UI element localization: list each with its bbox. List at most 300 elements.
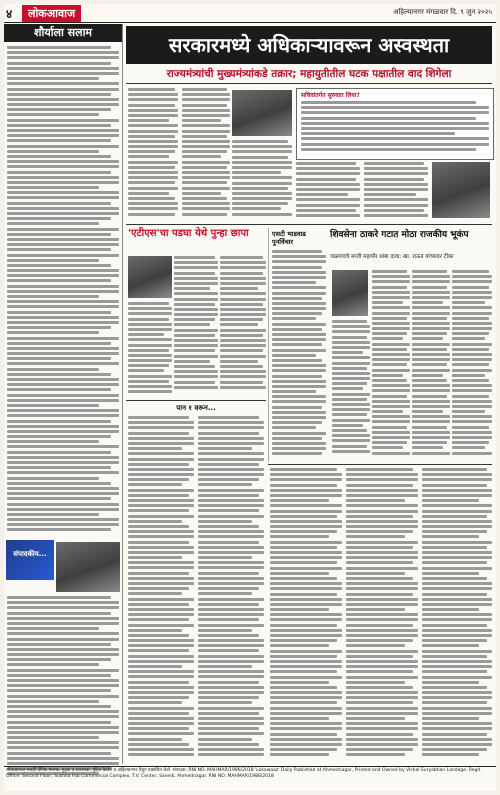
text-line: [452, 332, 489, 335]
text-line: [174, 334, 215, 337]
text-line: [346, 494, 418, 497]
text-line: [422, 520, 492, 523]
text-line: [7, 347, 119, 350]
text-line: [128, 192, 169, 195]
text-line: [198, 738, 252, 741]
text-line: [7, 181, 119, 184]
text-line: [422, 478, 492, 481]
text-line: [332, 387, 363, 390]
text-line: [346, 499, 405, 502]
ats-body-1: [174, 256, 218, 396]
text-line: [128, 318, 169, 321]
text-line: [270, 541, 342, 544]
text-line: [422, 525, 492, 528]
boxed-story: [296, 88, 494, 160]
text-line: [220, 375, 266, 378]
text-line: [7, 425, 119, 428]
text-line: [128, 603, 189, 606]
text-line: [412, 436, 450, 439]
text-line: [7, 409, 119, 412]
text-line: [422, 473, 492, 476]
text-line: [372, 374, 403, 377]
text-line: [346, 676, 418, 679]
text-line: [270, 561, 337, 564]
text-line: [128, 452, 194, 455]
text-line: [412, 400, 450, 403]
text-line: [372, 296, 410, 299]
text-line: [346, 473, 418, 476]
shivsena-subheadline: जळगांवचे माजी महापौर थांबा दावा; खा. राऊत यांच्यावर टीका: [330, 254, 454, 260]
text-line: [270, 525, 342, 528]
text-line: [452, 306, 492, 309]
text-line: [452, 291, 492, 294]
text-line: [7, 228, 119, 231]
text-line: [198, 753, 264, 756]
text-line: [128, 104, 175, 107]
text-line: [220, 266, 266, 269]
text-line: [270, 494, 342, 497]
text-line: [7, 264, 111, 267]
text-line: [422, 686, 487, 689]
text-line: [182, 213, 227, 216]
text-line: [198, 426, 264, 429]
text-line: [182, 135, 227, 138]
text-line: [198, 473, 264, 476]
text-line: [422, 753, 479, 756]
text-line: [7, 259, 99, 262]
text-line: [128, 187, 178, 190]
text-line: [220, 355, 266, 358]
text-line: [332, 320, 367, 323]
text-line: [272, 307, 326, 310]
text-line: [301, 127, 489, 130]
text-line: [332, 424, 363, 427]
text-line: [128, 639, 194, 642]
text-line: [270, 738, 342, 741]
text-line: [220, 313, 266, 316]
text-line: [372, 415, 410, 418]
text-line: [7, 492, 119, 495]
divider: [126, 400, 266, 401]
masthead-logo: लोकआवाज: [22, 5, 81, 22]
text-line: [332, 351, 363, 354]
text-line: [372, 395, 407, 398]
text-line: [422, 551, 492, 554]
text-line: [128, 546, 194, 549]
text-line: [198, 629, 252, 632]
text-line: [7, 663, 99, 666]
ats-body-2: [220, 256, 266, 396]
text-line: [7, 394, 119, 397]
text-line: [7, 238, 119, 241]
text-line: [182, 166, 227, 169]
text-line: [422, 489, 492, 492]
text-line: [128, 738, 182, 741]
text-line: [270, 577, 337, 580]
divider: [268, 464, 492, 465]
text-line: [270, 634, 342, 637]
lead-body-col5: [364, 162, 428, 220]
text-line: [174, 344, 218, 347]
text-line: [198, 644, 264, 647]
text-line: [346, 748, 413, 751]
text-line: [412, 343, 450, 346]
text-line: [220, 381, 263, 384]
text-line: [372, 348, 407, 351]
text-line: [270, 644, 329, 647]
editorial-column: [4, 24, 123, 764]
text-line: [7, 243, 119, 246]
text-line: [272, 447, 326, 450]
text-line: [7, 689, 111, 692]
ats-body-0: [128, 302, 172, 396]
text-line: [272, 411, 326, 414]
text-line: [422, 598, 492, 601]
text-line: [198, 442, 264, 445]
text-line: [452, 374, 485, 377]
text-line: [182, 93, 230, 96]
text-line: [452, 301, 485, 304]
text-line: [198, 639, 264, 642]
shivsena-body-3: [452, 270, 492, 460]
text-line: [332, 408, 370, 411]
text-line: [452, 436, 492, 439]
text-line: [7, 82, 119, 85]
text-line: [272, 343, 322, 346]
text-line: [198, 566, 264, 569]
text-line: [174, 370, 218, 373]
text-line: [7, 736, 99, 739]
text-line: [198, 416, 259, 419]
text-line: [372, 353, 410, 356]
text-line: [452, 431, 492, 434]
editorial-body: [7, 46, 119, 536]
text-line: [412, 415, 450, 418]
text-line: [270, 665, 342, 668]
text-line: [174, 349, 215, 352]
text-line: [128, 447, 182, 450]
text-line: [128, 655, 194, 658]
text-line: [7, 150, 99, 153]
text-line: [270, 530, 337, 533]
text-line: [7, 471, 119, 474]
text-line: [272, 395, 326, 398]
text-line: [174, 375, 218, 378]
text-line: [198, 577, 264, 580]
text-line: [198, 691, 264, 694]
text-line: [372, 363, 407, 366]
text-line: [128, 665, 182, 668]
text-line: [128, 328, 172, 331]
text-line: [182, 119, 221, 122]
text-line: [270, 546, 337, 549]
text-line: [422, 670, 487, 673]
text-line: [332, 403, 370, 406]
text-line: [422, 499, 479, 502]
text-line: [198, 520, 252, 523]
text-line: [232, 197, 292, 200]
text-line: [270, 510, 342, 513]
text-line: [422, 655, 487, 658]
st-fare-headline: एसटी भाडवाढ पुनर्विचार: [272, 230, 306, 246]
text-line: [270, 660, 342, 663]
text-line: [128, 119, 169, 122]
text-line: [198, 561, 264, 564]
text-line: [372, 384, 410, 387]
text-line: [7, 638, 119, 641]
text-line: [452, 296, 492, 299]
text-line: [412, 405, 450, 408]
text-line: [346, 510, 418, 513]
text-line: [198, 478, 259, 481]
text-line: [270, 629, 342, 632]
text-line: [7, 212, 119, 215]
text-line: [346, 738, 418, 741]
text-line: [346, 541, 418, 544]
text-line: [220, 323, 258, 326]
text-line: [452, 312, 492, 315]
text-line: [220, 329, 266, 332]
text-line: [452, 426, 489, 429]
text-line: [7, 134, 119, 137]
text-line: [346, 608, 405, 611]
text-line: [128, 691, 194, 694]
text-line: [372, 389, 410, 392]
text-line: [7, 653, 119, 656]
text-line: [272, 312, 322, 315]
text-line: [198, 634, 259, 637]
text-line: [128, 140, 178, 143]
text-line: [272, 328, 322, 331]
boxed-story-body: [301, 101, 489, 155]
text-line: [296, 178, 356, 181]
text-line: [412, 275, 450, 278]
text-line: [364, 188, 428, 191]
text-line: [7, 300, 119, 303]
text-line: [7, 321, 119, 324]
text-line: [7, 715, 119, 718]
text-line: [182, 155, 221, 158]
text-line: [198, 624, 264, 627]
text-line: [174, 287, 210, 290]
text-line: [270, 556, 342, 559]
text-line: [372, 332, 407, 335]
text-line: [128, 442, 194, 445]
text-line: [346, 504, 418, 507]
text-line: [272, 416, 326, 419]
text-line: [422, 546, 487, 549]
text-line: [412, 301, 443, 304]
text-line: [364, 178, 424, 181]
text-line: [372, 301, 403, 304]
text-line: [220, 344, 266, 347]
text-line: [128, 701, 182, 704]
text-line: [346, 484, 413, 487]
page-number: ४: [6, 7, 13, 21]
text-line: [270, 489, 342, 492]
text-line: [422, 494, 492, 497]
text-line: [272, 364, 326, 367]
text-line: [452, 452, 492, 455]
text-line: [7, 93, 111, 96]
text-line: [346, 691, 418, 694]
text-line: [7, 72, 119, 75]
text-line: [346, 478, 418, 481]
text-line: [128, 494, 189, 497]
text-line: [422, 515, 487, 518]
editorial-photo: [56, 542, 120, 592]
text-line: [372, 405, 410, 408]
text-line: [232, 145, 292, 148]
text-line: [128, 577, 194, 580]
text-line: [372, 420, 410, 423]
text-line: [452, 327, 492, 330]
text-line: [270, 484, 337, 487]
text-line: [198, 696, 259, 699]
text-line: [128, 150, 175, 153]
text-line: [7, 612, 111, 615]
text-line: [364, 162, 424, 165]
text-line: [346, 561, 413, 564]
text-line: [422, 743, 492, 746]
text-line: [128, 535, 194, 538]
text-line: [272, 437, 322, 440]
text-line: [346, 665, 418, 668]
text-line: [182, 140, 230, 143]
text-line: [272, 333, 326, 336]
text-line: [7, 46, 111, 49]
text-line: [128, 207, 178, 210]
text-line: [7, 679, 119, 682]
text-line: [174, 292, 218, 295]
text-line: [174, 323, 210, 326]
text-line: [232, 161, 292, 164]
text-line: [182, 181, 227, 184]
text-line: [346, 624, 413, 627]
text-line: [422, 639, 487, 642]
text-line: [270, 613, 342, 616]
text-line: [198, 681, 259, 684]
text-line: [7, 420, 111, 423]
text-line: [364, 172, 428, 175]
text-line: [128, 98, 178, 101]
text-line: [198, 421, 264, 424]
text-line: [7, 508, 119, 511]
text-line: [174, 308, 218, 311]
text-line: [270, 733, 337, 736]
text-line: [372, 452, 410, 455]
text-line: [128, 696, 189, 699]
text-line: [332, 330, 370, 333]
text-line: [220, 256, 263, 259]
text-line: [7, 399, 119, 402]
text-line: [422, 582, 492, 585]
text-line: [220, 370, 266, 373]
text-line: [346, 696, 418, 699]
text-line: [220, 318, 263, 321]
text-line: [270, 593, 337, 596]
text-line: [452, 337, 485, 340]
text-line: [270, 722, 342, 725]
text-line: [128, 161, 178, 164]
text-line: [412, 327, 450, 330]
text-line: [128, 114, 178, 117]
text-line: [128, 364, 169, 367]
text-line: [128, 349, 169, 352]
text-line: [128, 717, 194, 720]
text-line: [7, 606, 119, 609]
text-line: [128, 135, 175, 138]
text-line: [412, 322, 450, 325]
text-line: [270, 572, 329, 575]
text-line: [7, 632, 119, 635]
text-line: [296, 193, 348, 196]
text-line: [198, 603, 259, 606]
text-line: [452, 280, 492, 283]
text-line: [198, 489, 264, 492]
text-line: [7, 648, 119, 651]
text-line: [128, 380, 169, 383]
text-line: [198, 525, 259, 528]
text-line: [7, 129, 119, 132]
text-line: [422, 572, 479, 575]
text-line: [198, 494, 259, 497]
text-line: [198, 546, 264, 549]
text-line: [270, 691, 342, 694]
text-line: [364, 214, 428, 217]
text-line: [452, 363, 489, 366]
text-line: [412, 358, 450, 361]
text-line: [220, 339, 266, 342]
text-line: [7, 352, 119, 355]
text-line: [128, 468, 194, 471]
text-line: [346, 603, 418, 606]
lead-subheadline: राज्यमंत्र्यांची मुख्यमंत्र्यांकडे तक्रार; महायुतीतील घटक पक्षातील वाद शिगेला: [166, 68, 452, 80]
text-line: [332, 382, 367, 385]
text-line: [174, 386, 218, 389]
text-line: [301, 137, 489, 140]
text-line: [7, 445, 119, 448]
text-line: [7, 721, 111, 724]
text-line: [272, 292, 326, 295]
text-line: [198, 655, 264, 658]
text-line: [7, 342, 111, 345]
text-line: [296, 172, 360, 175]
text-line: [346, 520, 418, 523]
boxed-story-title: सचिवांतर्गत सुरुवात लिया?: [301, 92, 360, 99]
text-line: [7, 357, 111, 360]
text-line: [270, 743, 342, 746]
text-line: [301, 111, 489, 114]
text-line: [422, 530, 487, 533]
text-line: [372, 358, 410, 361]
text-line: [7, 627, 99, 630]
text-line: [412, 384, 450, 387]
text-line: [346, 598, 418, 601]
text-line: [270, 608, 329, 611]
text-line: [372, 369, 410, 372]
imprint-footer: लोकआवाज मराठी दैनिक मालक, मुद्रक व प्रकाशक: मुद्रित केलेले व अहिल्यानगर येथून प्रकाशित केले. संपादक: RNI NO. MAHMAR/1986/2018 'Lokawaaz' Daily Published at Ahmednagar, Printed and Owned by Vishal Suryabhan Landage. Regd. Office: Second Floor, Sushila Fob Commercial Complex, T.V. Center, Savedi, Ahmednagar. RNI NO. MAHMAR/1986/2018: [4, 766, 496, 791]
text-line: [198, 468, 264, 471]
text-line: [422, 535, 479, 538]
text-line: [128, 483, 182, 486]
text-line: [422, 707, 492, 710]
text-line: [7, 274, 119, 277]
text-line: [412, 431, 450, 434]
text-line: [270, 468, 337, 471]
text-line: [220, 287, 258, 290]
text-line: [296, 214, 360, 217]
